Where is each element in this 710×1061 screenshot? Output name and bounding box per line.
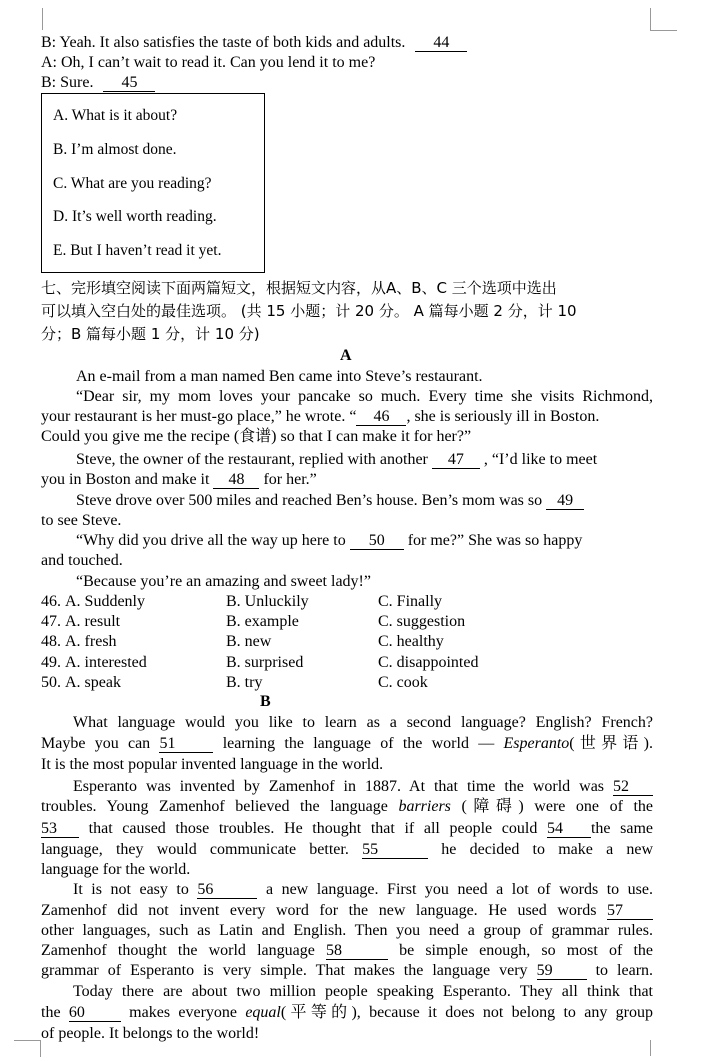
- passage-b-line: What language would you like to learn as a second language? English? French?: [73, 714, 653, 731]
- blank-51: 51: [159, 736, 213, 753]
- passage-b-line: language, they would communicate better. 55 he decided to make a new: [41, 841, 654, 858]
- crop-mark-bottom-left: [14, 1040, 41, 1057]
- blank-59: 59: [537, 963, 587, 980]
- blank-48: 48: [213, 472, 259, 489]
- question-option: A. interested: [65, 654, 147, 671]
- dialogue-line-1: B: Yeah. It also satisfies the taste of both kids and adults. 44: [41, 33, 653, 53]
- blank-52: 52: [613, 779, 653, 796]
- option-e: E. But I haven’t read it yet.: [53, 242, 222, 259]
- blank-50: 50: [350, 533, 404, 550]
- passage-b-line: grammar of Esperanto is very simple. That makes the language very 59 to learn.: [41, 962, 654, 979]
- question-option: B. Unluckily: [226, 593, 309, 610]
- question-option: A. result: [65, 613, 121, 630]
- passage-b-line: Maybe you can 51 learning the language of the world — Esperanto(世界语).: [41, 735, 653, 752]
- blank-45: 45: [103, 75, 155, 92]
- passage-a-line: Could you give me the recipe (食谱) so that I can make it for her?”: [41, 428, 472, 445]
- blank-56: 56: [197, 882, 257, 899]
- options-box: [41, 93, 265, 273]
- question-option: B. new: [226, 633, 272, 650]
- passage-a-heading: A: [340, 347, 352, 364]
- blank-44: 44: [415, 35, 467, 52]
- passage-a-line: Steve, the owner of the restaurant, replied with another 47 , “I’d like to meet: [76, 451, 598, 468]
- passage-b-line: It is the most popular invented language in the world.: [41, 756, 384, 773]
- option-d: D. It’s well worth reading.: [53, 208, 217, 225]
- question-option: A. fresh: [65, 633, 117, 650]
- question-option: C. cook: [378, 674, 428, 691]
- dialogue-line-2: A: Oh, I can’t wait to read it. Can you lend it to me?: [41, 54, 376, 71]
- question-num: 49.: [41, 654, 61, 671]
- question-num: 46.: [41, 593, 61, 610]
- question-option: B. surprised: [226, 654, 304, 671]
- question-option: C. Finally: [378, 593, 443, 610]
- blank-54: 54: [547, 821, 591, 838]
- question-option: A. Suddenly: [65, 593, 145, 610]
- dialogue-line-3: B: Sure. 45: [41, 73, 653, 93]
- option-c: C. What are you reading?: [53, 175, 212, 192]
- blank-49: 49: [546, 493, 584, 510]
- blank-60: 60: [69, 1005, 121, 1022]
- question-option: B. try: [226, 674, 263, 691]
- passage-b-line: Zamenhof thought the world language 58 be simple enough, so most of the: [41, 942, 653, 959]
- section-7-instruction-1: 七、完形填空阅读下面两篇短文，根据短文内容，从A、B、C 三个选项中选出: [41, 279, 557, 297]
- passage-b-line: the 60 makes everyone equal(平等的), because it does not belong to any group: [41, 1004, 653, 1021]
- passage-b-line: It is not easy to 56 a new language. First you need a lot of words to use.: [73, 881, 654, 898]
- question-num: 48.: [41, 633, 61, 650]
- question-num: 47.: [41, 613, 61, 630]
- passage-a-line: to see Steve.: [41, 512, 122, 529]
- question-option: C. healthy: [378, 633, 444, 650]
- blank-46: 46: [356, 409, 406, 426]
- section-7-instruction-2: 可以填入空白处的最佳选项。 (共 15 小题；计 20 分。 A 篇每小题 2 分，计 10: [41, 302, 577, 320]
- question-option: A. speak: [65, 674, 121, 691]
- crop-mark-top-right: [650, 8, 677, 31]
- passage-b-heading: B: [260, 693, 271, 710]
- passage-a-line: your restaurant is her must-go place,” he wrote. “ 46 , she is seriously ill in Boston.: [41, 408, 600, 425]
- question-num: 50.: [41, 674, 61, 691]
- passage-b-line: 53 that caused those troubles. He thought that if all people could 54 the same: [41, 820, 654, 837]
- passage-b-line: Zamenhof did not invent every word for the new language. He used words 57: [41, 901, 653, 921]
- question-option: C. suggestion: [378, 613, 466, 630]
- blank-57: 57: [607, 903, 653, 920]
- question-option: C. disappointed: [378, 654, 479, 671]
- blank-55: 55: [362, 842, 428, 859]
- passage-b-line: Esperanto was invented by Zamenhof in 1887. At that time the world was 52: [73, 777, 653, 797]
- passage-a-line: “Why did you drive all the way up here to 50 for me?” She was so happy: [76, 532, 583, 549]
- passage-b-line: language for the world.: [41, 861, 191, 878]
- passage-a-line: and touched.: [41, 552, 123, 569]
- passage-b-line: troubles. Young Zamenhof believed the language barriers (障碍) were one of the: [41, 798, 653, 815]
- question-option: B. example: [226, 613, 299, 630]
- passage-a-line: An e-mail from a man named Ben came into Steve’s restaurant.: [76, 368, 483, 385]
- passage-b-line: Today there are about two million people speaking Esperanto. They all think that: [73, 983, 653, 1000]
- option-a: A. What is it about?: [53, 107, 178, 124]
- blank-47: 47: [432, 452, 480, 469]
- blank-58: 58: [326, 943, 388, 960]
- option-b: B. I’m almost done.: [53, 141, 177, 158]
- passage-b-line: other languages, such as Latin and English. Then you need a group of grammar rules.: [41, 922, 653, 939]
- passage-a-line: “Because you’re an amazing and sweet lady!”: [76, 573, 371, 590]
- passage-a-line: “Dear sir, my mom loves your pancake so much. Every time she visits Richmond,: [76, 388, 653, 405]
- passage-a-line: you in Boston and make it 48 for her.”: [41, 471, 317, 488]
- crop-mark-top-left: [42, 8, 43, 30]
- section-7-instruction-3: 分；B 篇每小题 1 分，计 10 分): [41, 325, 260, 343]
- passage-b-line: of people. It belongs to the world!: [41, 1025, 260, 1042]
- blank-53: 53: [41, 821, 79, 838]
- passage-a-line: Steve drove over 500 miles and reached Ben’s house. Ben’s mom was so 49: [76, 491, 653, 511]
